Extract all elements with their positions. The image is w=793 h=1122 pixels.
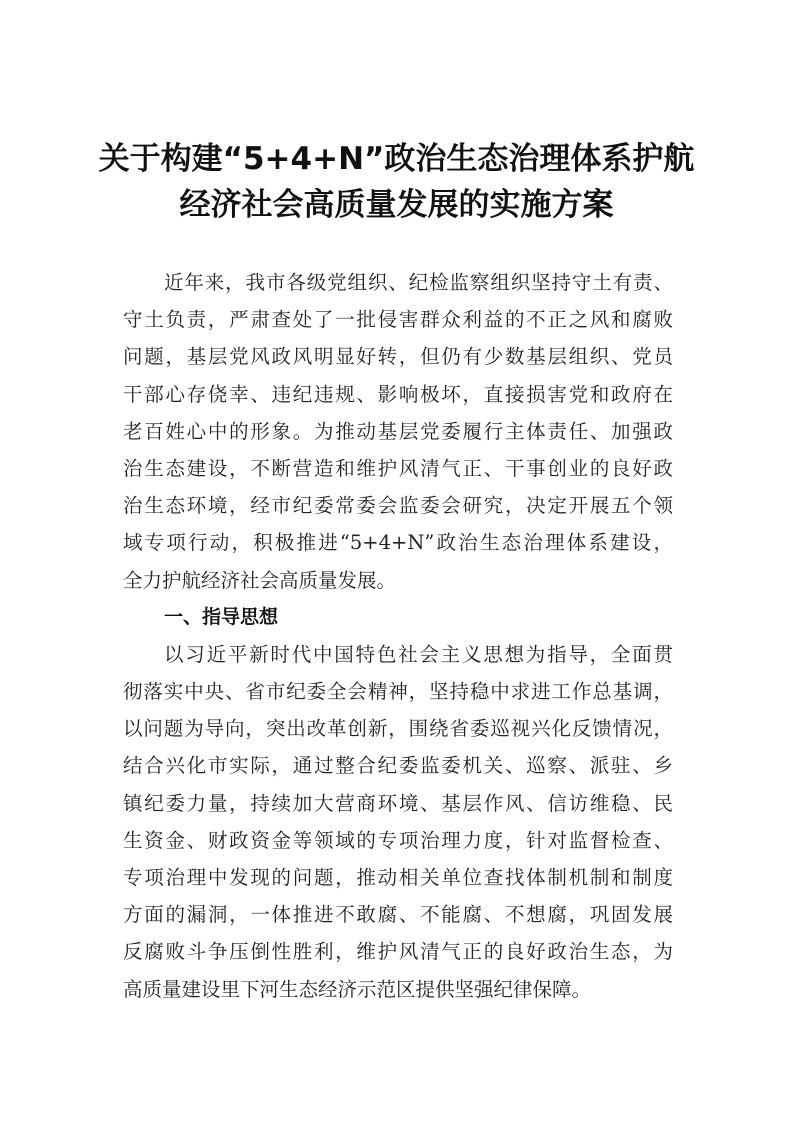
section-heading: 一、指导思想	[164, 605, 279, 628]
text-line: 结合兴化市实际，通过整合纪委监委机关、巡察、派驻、乡	[123, 754, 673, 778]
title-line-2: 经济社会高质量发展的实施方案	[179, 187, 614, 223]
title-line-1: 关于构建“5+4+N”政治生态治理体系护航	[98, 141, 695, 177]
text-line: 守土负责，严肃查处了一批侵害群众利益的不正之风和腐败	[123, 308, 673, 332]
text-line: 干部心存侥幸、违纪违规、影响极坏，直接损害党和政府在	[123, 382, 673, 406]
text-line: 问题，基层党风政风明显好转，但仍有少数基层组织、党员	[123, 345, 673, 369]
text-line: 镇纪委力量，持续加大营商环境、基层作风、信访维稳、民	[123, 791, 673, 815]
text-line: 老百姓心中的形象。为推动基层党委履行主体责任、加强政	[123, 419, 673, 443]
text-line: 生资金、财政资金等领域的专项治理力度，针对监督检查、	[123, 828, 673, 852]
text-line: 方面的漏洞，一体推进不敢腐、不能腐、不想腐，巩固发展	[123, 903, 673, 927]
section-guiding-ideology	[123, 599, 673, 1008]
text-line: 域专项行动，积极推进“5+4+N”政治生态治理体系建设，	[123, 531, 673, 555]
text-line: 彻落实中央、省市纪委全会精神，坚持稳中求进工作总基调，	[123, 680, 673, 704]
text-line: 以习近平新时代中国特色社会主义思想为指导，全面贯	[164, 642, 673, 666]
document-body	[123, 264, 673, 1008]
text-line: 以问题为导向，突出改革创新，围绕省委巡视兴化反馈情况，	[123, 717, 673, 741]
text-line: 近年来，我市各级党组织、纪检监察组织坚持守土有责、	[164, 271, 673, 294]
text-line: 全力护航经济社会高质量发展。	[123, 568, 397, 592]
text-line: 反腐败斗争压倒性胜利，维护风清气正的良好政治生态，为	[123, 940, 673, 964]
document-title	[0, 136, 793, 228]
intro-paragraph	[123, 264, 673, 599]
text-line: 高质量建设里下河生态经济示范区提供坚强纪律保障。	[123, 977, 592, 1001]
text-line: 专项治理中发现的问题，推动相关单位查找体制机制和制度	[123, 866, 673, 889]
text-line: 治生态环境，经市纪委常委会监委会研究，决定开展五个领	[123, 494, 673, 518]
text-line: 治生态建设，不断营造和维护风清气正、干事创业的良好政	[123, 456, 673, 480]
